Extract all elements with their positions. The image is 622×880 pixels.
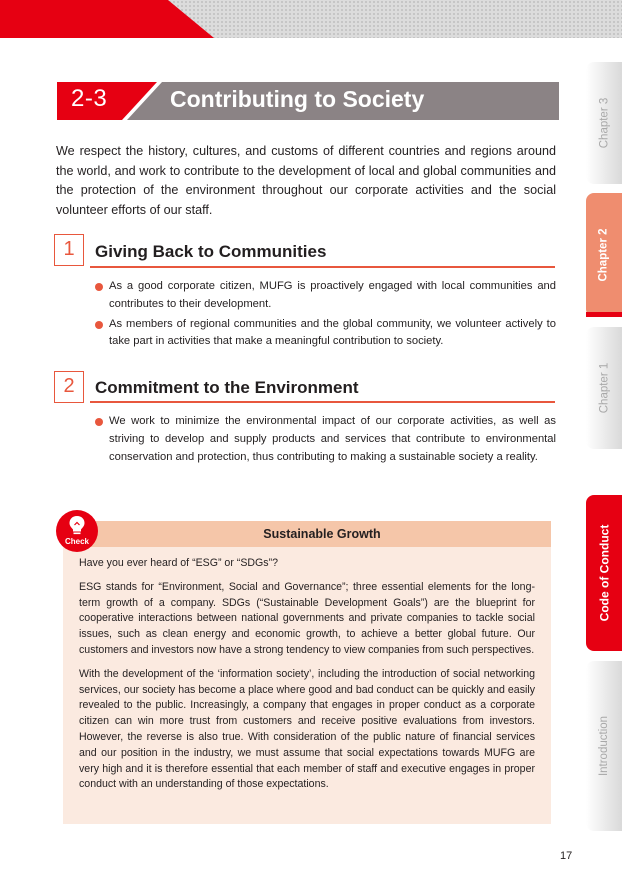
bullet-text: As members of regional communities and the global community, we volunteer actively to take part in activities that make a meaningful contribution to society. (109, 317, 556, 348)
tab-label: Chapter 1 (598, 362, 611, 414)
bullet-item (94, 278, 556, 314)
tab-code-of-conduct[interactable] (586, 495, 622, 651)
tab-introduction[interactable] (586, 661, 622, 831)
check-paragraph: Have you ever heard of “ESG” or “SDGs”? (79, 557, 279, 569)
section-intro: We respect the history, cultures, and customs of different countries and regions around the world, and work to contribute to the development of local and global communities and the protection of the environment throughout our corporate activities and the social volunteer efforts of our staff. (56, 144, 556, 217)
subsection-number-1: 1 (54, 234, 84, 266)
bullet-text: As a good corporate citizen, MUFG is proactively engaged with local communities and contributes to their development. (109, 280, 556, 310)
check-panel-title: Sustainable Growth (263, 527, 381, 541)
subsection-title-1: Giving Back to Communities (95, 242, 327, 261)
bullet-text: We work to minimize the environmental impact of our corporate activities, as well as striving to develop and supply products and services that contribute to environmental conservation and protection, thus contributing to making a sustainable society a reality. (109, 415, 556, 463)
tab-chapter-1[interactable] (586, 327, 622, 449)
bullet-dot-icon (95, 321, 103, 329)
tab-active-indicator (586, 312, 622, 317)
check-badge-label: Check (64, 537, 89, 546)
section-number: 2-3 (71, 85, 108, 112)
tab-label: Code of Conduct (597, 524, 611, 622)
check-paragraph: ESG stands for “Environment, Social and Governance”; three essential elements for the long-term growth of a company. SDGs (“Sustainable Development Goals”) are the blueprint for cooperative interactions between national governments and private companies to tackle social issues, such as clean energy and economic growth, to achieve a better global future. Our customers and investors now have a strong tendency to view companies from such perspectives. (79, 580, 535, 656)
subsection-title-2: Commitment to the Environment (95, 378, 359, 397)
tab-label: Chapter 3 (598, 97, 611, 149)
check-paragraph: With the development of the ‘information society’, including the introduction of social networking services, our society has become a place where good and bad conduct can be quickly and easily revealed to the public. Increasingly, a company that engages in proper conduct as a corporate citizen can win more trust from customers and receive positive evaluations from investors. However, the reverse is also true. With consideration of the public nature of financial services and our position in the industry, we must assume that social expectations towards MUFG are very high and it is therefore essential that each member of staff and executive engages in proper conduct with an understanding of those expectations. (79, 667, 535, 791)
tab-label: Introduction (598, 715, 611, 777)
bullet-dot-icon (95, 283, 103, 291)
tab-chapter-2[interactable] (586, 193, 622, 317)
tab-chapter-3[interactable] (586, 62, 622, 184)
bullet-dot-icon (95, 418, 103, 426)
subsection-underline-2 (90, 401, 555, 403)
bullet-item (94, 316, 556, 352)
subsection-bullets-1 (94, 278, 556, 353)
lightbulb-icon (67, 514, 87, 538)
check-panel-body (79, 556, 535, 801)
tab-label: Chapter 2 (598, 228, 611, 282)
section-title: Contributing to Society (170, 86, 425, 112)
bullet-item (94, 413, 556, 466)
page-number: 17 (560, 850, 573, 862)
subsection-bullets-2 (94, 413, 556, 468)
subsection-underline-1 (90, 266, 555, 268)
subsection-number-2: 2 (54, 371, 84, 403)
